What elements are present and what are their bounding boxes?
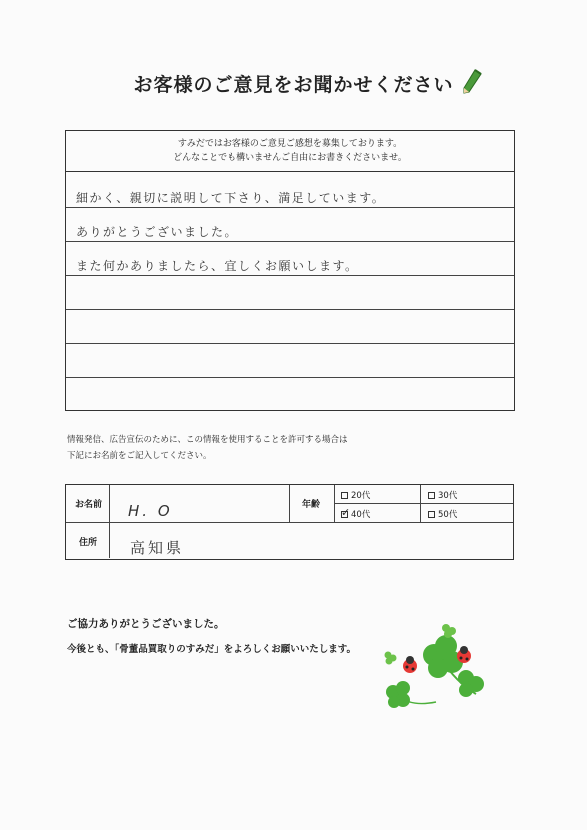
form-divider — [289, 485, 290, 522]
age-option-20s[interactable] — [341, 489, 370, 501]
checkbox-checked[interactable] — [341, 505, 351, 519]
checkbox[interactable] — [428, 511, 435, 518]
age-option-label: 20代 — [351, 491, 371, 501]
comment-line-divider — [66, 377, 514, 378]
comment-line-divider — [66, 241, 514, 242]
age-option-40s[interactable] — [341, 505, 371, 520]
usage-notice — [67, 432, 348, 464]
comment-line-divider — [66, 309, 514, 310]
clover-ladybug-illustration — [376, 622, 506, 717]
info-form — [65, 484, 514, 560]
comment-line-3: また何かありましたら、宜しくお願いします。 — [76, 259, 359, 273]
comment-header-line1: すみだではお客様のご意見ご感想を募集しております。 — [177, 139, 403, 149]
closing-message: 今後とも、「骨董品買取りのすみだ」をよろしくお願いいたします。 — [67, 644, 356, 655]
comment-line-2: ありがとうございました。 — [76, 225, 239, 239]
checkbox[interactable] — [341, 492, 348, 499]
age-label: 年齢 — [302, 500, 321, 510]
comment-line-divider — [66, 343, 514, 344]
age-option-50s[interactable] — [428, 508, 457, 520]
name-label: お名前 — [75, 500, 103, 510]
comment-header-line2: どんなことでも構いませんご自由にお書きくださいませ。 — [173, 153, 407, 163]
comment-line-divider — [66, 207, 514, 208]
page-title: お客様のご意見をお聞かせください — [133, 74, 454, 96]
check-mark-icon: ✓ — [341, 505, 351, 519]
address-label: 住所 — [79, 538, 98, 548]
age-option-label: 30代 — [438, 491, 458, 501]
comment-box — [65, 130, 515, 411]
pencil-icon — [461, 68, 485, 96]
age-option-label: 50代 — [438, 510, 458, 520]
comment-line-1: 細かく、親切に説明して下さり、満足しています。 — [76, 191, 386, 205]
age-option-30s[interactable] — [428, 489, 457, 501]
age-option-label: 40代 — [351, 510, 371, 520]
usage-notice-line1: 情報発信、広告宣伝のために、この情報を使用することを許可する場合は — [67, 435, 348, 445]
thanks-text: ご協力ありがとうございました。 — [67, 618, 225, 630]
form-divider — [334, 503, 513, 504]
checkbox[interactable] — [428, 492, 435, 499]
address-value[interactable]: 高知県 — [130, 539, 185, 557]
comment-line-divider — [66, 275, 514, 276]
form-divider — [66, 522, 513, 523]
comment-header — [66, 131, 514, 172]
usage-notice-line2: 下記にお名前をご記入してください。 — [67, 451, 212, 461]
name-value[interactable]: H. O — [128, 502, 173, 520]
